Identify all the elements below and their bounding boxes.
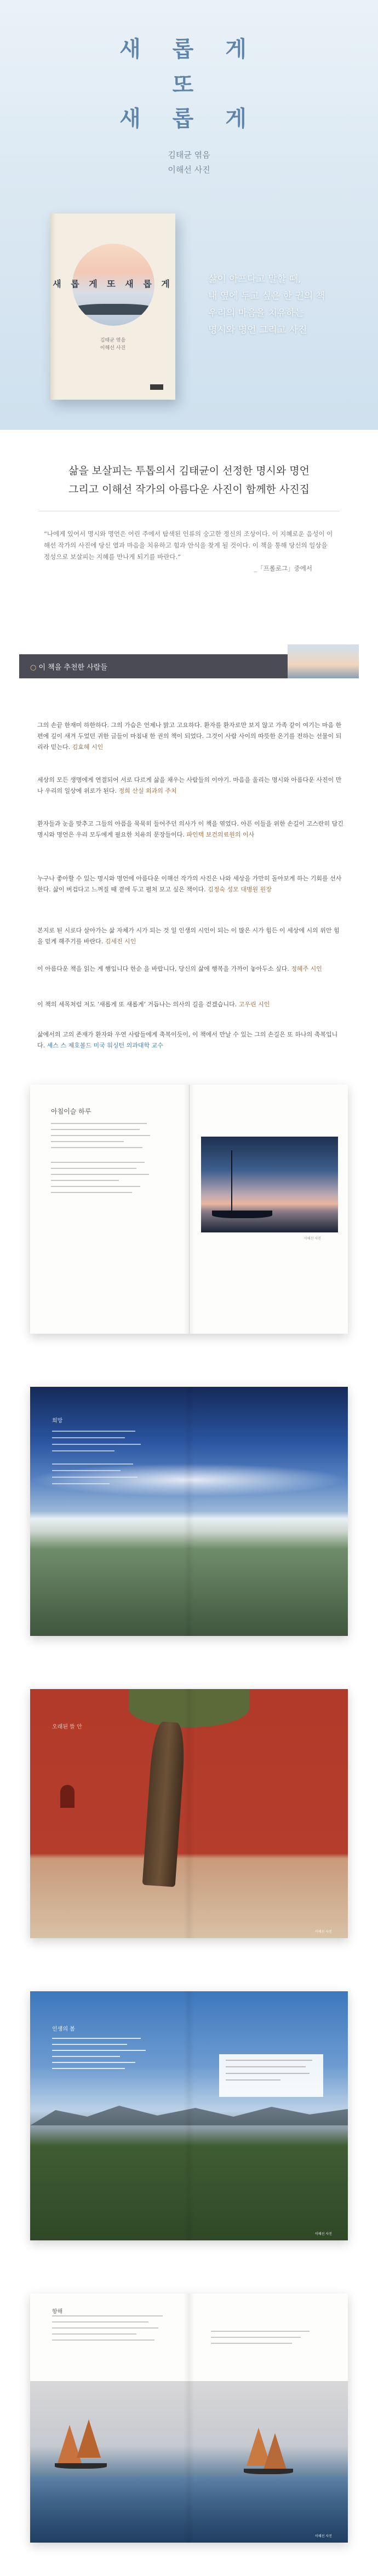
book-cover xyxy=(50,214,175,400)
intro-section xyxy=(0,430,378,714)
book-spine-edge xyxy=(50,214,56,400)
recommendation-item xyxy=(37,775,344,797)
book-cover-credit-1: 김태균 엮음 xyxy=(100,338,126,343)
recommendation-text: 이 아름다운 책을 읽는 게 행입니다 한순 을 바랍니다, 당신의 삶에 행복을 가까이 놓아두소 싶다. xyxy=(37,965,289,972)
recommendation-text: 누구나 좋아할 수 있는 명시와 명언에 아름다운 이해선 작가의 사진은 나와 세상을 가만히 돌아보게 하는 기회를 선사한다. 삶이 버겁다고 느껴질 때 곁에 두고 펼쳐 보고 싶은 책이다. xyxy=(37,875,342,893)
poem-title: 아침이슬 하루 xyxy=(51,1108,91,1115)
hero-author-credit: 김태균 엮음 xyxy=(168,150,210,160)
recommendation-text: 본지로 된 시로다 살아가는 삶 자체가 시가 되는 것 일 인생의 시인이 되는 이 많은 시가 힘든 이 세상에 시의 위안 힘을 믿게 해주기를 바란다. xyxy=(37,927,340,945)
recommenders-bar xyxy=(19,654,359,678)
spread-pages xyxy=(30,1689,348,1938)
hero-title-line3: 새 롭 게 xyxy=(119,106,259,131)
recommender-name: 세스 스 제호볼드 미국 워싱턴 의과대학 교수 xyxy=(47,1042,163,1049)
quote-text-lines xyxy=(211,2331,320,2349)
recommender-name: 정희 산실 외과의 주치 xyxy=(118,787,177,794)
intro-headline-1: 삶을 보살피는 투톱의서 김태균이 선정한 명시와 명언 xyxy=(68,465,310,477)
publisher-logo xyxy=(150,384,163,390)
book-cover-credit-2: 이해선 사진 xyxy=(100,345,126,351)
recommendation-item xyxy=(37,873,344,895)
tagline-line-4: 명시와 명언 그리고 사진 xyxy=(208,325,307,336)
poem-title: 오래된 뜰 안 xyxy=(52,1724,82,1730)
photo-caption: 이해선 사진 xyxy=(315,1930,332,1934)
recommender-name: 고우린 시인 xyxy=(238,1001,270,1008)
recommendation-text: 삶에서의 고의 존재가 환자와 우연 사람들에게 축복이듯이, 이 책에서 만날 수 있는 그의 손길은 또 하나의 축복입니다. xyxy=(37,1031,338,1049)
poem-title: 희망 xyxy=(52,1418,63,1424)
book-spread-5 xyxy=(0,2274,378,2576)
recommender-name: 파인텍 보건의료원의 이사 xyxy=(186,831,255,838)
poem-title: 인생의 봄 xyxy=(52,2026,75,2032)
hero-photo-credit: 이해선 사진 xyxy=(168,165,210,175)
sunset-boat-photo xyxy=(201,1137,338,1232)
tagline-line-2: 내 옆에 두고 싶은 한 권의 책 xyxy=(208,291,325,302)
intro-headline xyxy=(0,462,378,499)
recommenders-thumb-photo xyxy=(288,644,359,678)
book-spread-4 xyxy=(0,1972,378,2274)
prologue-quote xyxy=(44,528,334,574)
spread-pages xyxy=(30,2293,348,2543)
book-spread-2 xyxy=(0,1367,378,1669)
quote-box xyxy=(219,2054,323,2097)
recommendation-item xyxy=(37,1029,344,1051)
book-spread-1 xyxy=(0,1065,378,1367)
hero-section xyxy=(0,0,378,430)
spread-pages xyxy=(30,1387,348,1636)
poem-text-lines xyxy=(52,2038,156,2074)
hero-title-line2: 또 xyxy=(172,72,206,97)
tagline-line-3: 우리의 마음을 치유하는 xyxy=(208,308,305,319)
recommender-name: 김효혜 시인 xyxy=(72,744,104,751)
photo-caption: 이해선 사진 xyxy=(315,2534,332,2538)
spread-pages xyxy=(30,1085,348,1334)
recommenders-label xyxy=(30,661,107,672)
recommendation-item xyxy=(37,819,344,840)
recommendation-text: 이 책의 세목처럼 저도 ‘새롭게 또 새롭게’ 거듭나는 의사의 길을 걷겠습니다. xyxy=(37,1001,237,1008)
poem-text-lines xyxy=(51,1123,155,1198)
poem-text-lines xyxy=(52,2315,173,2346)
recommendation-item xyxy=(37,720,344,753)
hero-tagline xyxy=(208,271,325,339)
book-cover-credit xyxy=(50,337,175,352)
tagline-line-1: 삶이 아프다고 말할 때, xyxy=(208,274,301,285)
prologue-quote-text: “나에게 있어서 명시와 명언은 어린 주에서 탐색된 인류의 숭고한 정신의 조상이다. 이 지혜로운 음성이 이해선 작가의 사진에 당신 열과 마음을 치유하고 힘과 안식을 찾게 될 것이다. 이 책을 통해 당신의 일상을 정성으로 보살피는 지혜를 만나게 되기를 바란다.” xyxy=(44,530,333,561)
hero-title-line1: 새 롭 게 xyxy=(119,36,259,62)
recommendation-text: 환자들과 눈을 맞추고 그들의 아픔을 묵묵히 들어주던 의사가 이 책을 엮었다. 아픈 이들을 위한 손길이 고스란히 담긴 명시와 명언은 우리 모두에게 필요한 치유의 문장들이다. xyxy=(37,820,343,838)
recommender-name: 김정숙 성모 대병원 원장 xyxy=(208,886,272,893)
photo-caption: 이해선 사진 xyxy=(304,1237,321,1241)
recommendation-item xyxy=(37,925,344,947)
photo-caption: 이해선 사진 xyxy=(315,2232,332,2236)
spread-pages xyxy=(30,1991,348,2240)
recommender-name: 정혜주 시인 xyxy=(291,965,322,972)
recommendation-text: 그의 손끝 한재미 하한하다. 그의 가슴은 언제나 맑고 고요하다. 환자를 환자로만 보지 않고 가족 같이 여기는 마음 한편에 깊이 새겨 두었던 귀한 글들이 마침내 한 권의 책이 되었다. 그것이 사람 사이의 따뜻한 온기를 전하는 선물이 되리라 믿는다. xyxy=(37,722,342,751)
book-cover-title: 새 롭 게 또 새 롭 게 xyxy=(53,279,173,289)
prologue-quote-source: _「프롤로그」중에서 xyxy=(254,564,312,572)
recommender-name: 김세진 시인 xyxy=(105,938,136,945)
recommendations-section xyxy=(0,714,378,1065)
poem-block xyxy=(52,1417,156,1490)
recommendation-item xyxy=(37,999,344,1010)
bullet-icon: ○ xyxy=(30,664,39,672)
recommenders-label-text: 이 책을 추천한 사람들 xyxy=(38,664,107,672)
intro-headline-2: 그리고 이해선 작가의 아름다운 사진이 함께한 사진집 xyxy=(68,483,310,495)
recommendation-text: 세상의 모든 생명에게 연결되어 서로 다르게 삶을 채우는 사람들의 이야기. 마음을 울리는 명시와 아름다운 사진이 만나 우리의 일상에 위로가 된다. xyxy=(37,776,342,794)
book-spread-3 xyxy=(0,1669,378,1972)
poem-title: 항해 xyxy=(52,2309,63,2315)
recommendation-item xyxy=(37,964,344,975)
